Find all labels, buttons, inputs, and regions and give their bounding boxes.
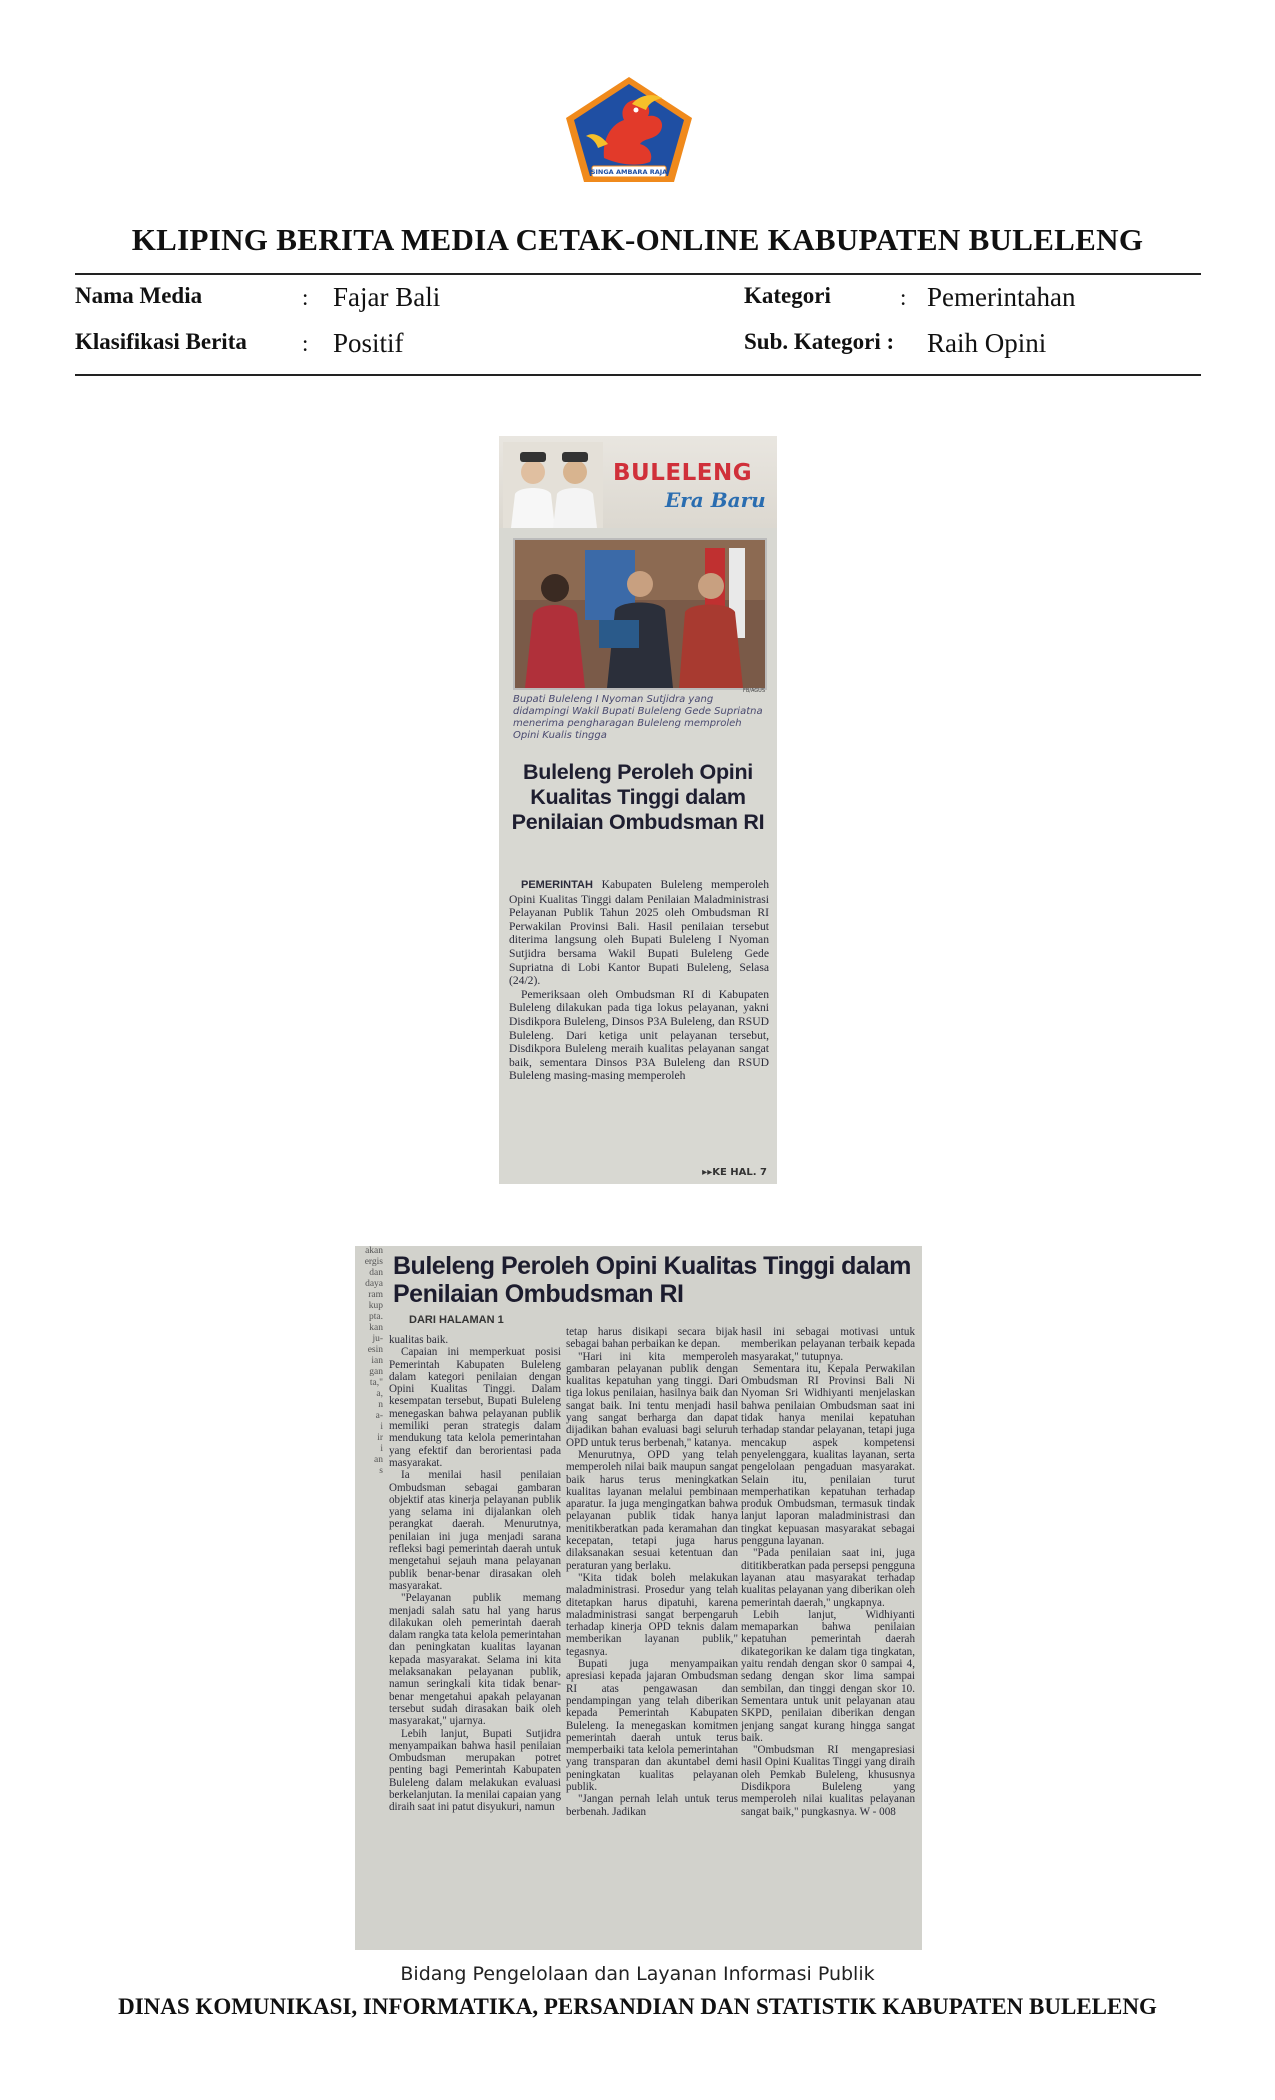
- margin-fragment: akan: [365, 1246, 383, 1256]
- nama-media-value: Fajar Bali: [333, 282, 441, 312]
- column-paragraph: Capaian ini memperkuat posisi Pemerintah Kabupaten Buleleng dalam kategori penilaian dengan Opini Kualitas Tinggi. Dalam kesempatan tersebut, Bupati Buleleng menegaskan bahwa pelayanan publik memiliki peran strategis dalam mendukung tata kelola pemerintahan yang efektif dan berorientasi pada masyarakat.: [389, 1346, 561, 1469]
- continued-label: KE HAL. 7: [712, 1167, 767, 1178]
- continuation-headline: Buleleng Peroleh Opini Kualitas Tinggi dalam Penilaian Ombudsman RI: [393, 1252, 911, 1308]
- kategori-colon: :: [900, 285, 907, 310]
- column-paragraph: "Hari ini kita memperoleh gambaran pelayanan publik dengan kualitas kepatuhan yang tinggi. Dari tiga lokus penilaian, hasilnya baik dan sangat baik. Ini tentu menjadi hasil yang sangat berharga dan dapat dijadikan bahan evaluasi bagi seluruh OPD untuk terus berbenah," katanya.: [566, 1350, 738, 1449]
- margin-fragment: s: [379, 1466, 383, 1476]
- nama-media-label: Nama Media: [75, 283, 203, 308]
- kategori-value: Pemerintahan: [927, 282, 1076, 312]
- margin-fragment: ju-: [372, 1334, 383, 1344]
- column-paragraph: "Ombudsman RI mengapresiasi hasil Opini Kualitas Tinggi yang diraih oleh Pemkab Buleleng, khususnya Disdikpora Buleleng yang memperoleh nilai kualitas pelayanan sangat baik," pungkasnya. W - 008: [741, 1744, 915, 1818]
- newspaper-clipping-front-page: [499, 436, 777, 1184]
- nama-media-colon: :: [302, 285, 309, 310]
- article-paragraph: [509, 878, 769, 988]
- margin-fragment: kan: [369, 1323, 383, 1333]
- header-bottom-rule: [75, 374, 1201, 376]
- column-paragraph: "Kita tidak boleh melakukan maladministrasi. Prosedur yang telah ditetapkan harus dipatuhi, karena maladministrasi sangat berpengaruh terhadap kinerja OPD teknis dalam memberikan layanan publik," tegasnya.: [566, 1571, 738, 1658]
- column-brand-title: BULELENG: [613, 460, 753, 486]
- header-top-rule: [75, 273, 1201, 275]
- footer-agency: DINAS KOMUNIKASI, INFORMATIKA, PERSANDIAN DAN STATISTIK KABUPATEN BULELENG: [118, 1994, 1157, 2019]
- klasifikasi-berita-colon: :: [302, 331, 309, 356]
- klasifikasi-berita-label: Klasifikasi Berita: [75, 329, 247, 354]
- margin-fragment: a-: [375, 1411, 383, 1421]
- margin-fragment: kup: [368, 1301, 383, 1311]
- sub-kategori-label: Sub. Kategori :: [744, 329, 895, 354]
- article-body: [509, 878, 769, 1083]
- buleleng-emblem-logo: [562, 74, 696, 200]
- column-paragraph: kualitas baik.: [389, 1334, 449, 1346]
- column-paragraph: Ia menilai hasil penilaian Ombudsman sebagai gambaran objektif atas kinerja pelayanan publik yang selama ini dijalankan oleh perangkat daerah. Menurutnya, penilaian ini juga menjadi sarana refleksi bagi pemerintah daerah untuk mengetahui sejauh mana pelayanan publik benar-benar dirasakan oleh masyarakat.: [389, 1469, 561, 1592]
- sub-kategori-value: Raih Opini: [927, 328, 1047, 358]
- column-paragraph: Bupati juga menyampaikan apresiasi kepada jajaran Ombudsman RI atas pengawasan dan pendampingan yang telah diberikan kepada Pemerintah Kabupaten Buleleng. Ia menegaskan komitmen pemerintah daerah untuk terus memperbaiki tata kelola pemerintahan yang transparan dan akuntabel demi peningkatan kualitas pelayanan publik.: [566, 1658, 738, 1793]
- article-column-1: [389, 1334, 561, 1814]
- margin-fragment: ian: [371, 1356, 383, 1366]
- margin-fragment: a,: [376, 1389, 383, 1399]
- article-column-2: [566, 1326, 738, 1818]
- column-paragraph: Lebih lanjut, Bupati Sutjidra menyampaikan bahwa hasil penilaian Ombudsman merupakan potret penting bagi Pemerintah Kabupaten Buleleng dalam melakukan evaluasi berkelanjutan. Ia menilai capaian yang diraih saat ini patut disyukuri, namun: [389, 1727, 561, 1814]
- margin-fragment: i: [380, 1444, 383, 1454]
- margin-fragment: daya: [365, 1279, 383, 1289]
- margin-fragment: gan: [369, 1367, 383, 1377]
- margin-fragment: n: [378, 1400, 383, 1410]
- margin-fragment: dan: [369, 1268, 383, 1278]
- adjacent-column-edge: [355, 1246, 385, 1950]
- article-headline: Buleleng Peroleh Opini Kualitas Tinggi dalam Penilaian Ombudsman RI: [511, 760, 765, 834]
- column-paragraph: Menurutnya, OPD yang telah memperoleh nilai baik maupun sangat baik harus terus meningkatkan kualitas layanan melalui pembinaan aparatur. Ia juga mengingatkan bahwa pelayanan publik tidak hanya menitikberatkan pada keramahan dan kecepatan, tetapi juga harus dilaksanakan sesuai ketentuan dan peraturan yang berlaku.: [566, 1448, 738, 1572]
- kategori-label: Kategori: [744, 283, 831, 308]
- paragraph-text: Kabupaten Buleleng memperoleh Opini Kualitas Tinggi dalam Penilaian Maladministrasi Pelayanan Publik Tahun 2025 oleh Ombudsman RI Perwakilan Provinsi Bali. Hasil penilaian tersebut diterima langsung oleh Bupati Buleleng I Nyoman Sutjidra bersama Wakil Bupati Buleleng Gede Supriatna di Lobi Kantor Bupati Buleleng, Selasa (24/2).: [509, 878, 769, 988]
- continued-on-page-marker: ▸▸KE HAL. 7: [702, 1167, 767, 1178]
- footer-division: Bidang Pengelolaan dan Layanan Informasi Publik: [400, 1963, 875, 1985]
- column-paragraph: "Jangan pernah lelah untuk terus berbenah. Jadikan: [566, 1793, 738, 1818]
- logo-motto-text: SINGA AMBARA RAJA: [590, 168, 668, 176]
- article-column-3: [741, 1326, 915, 1818]
- margin-fragment: ram: [368, 1290, 383, 1300]
- photo-credit: FB/AGUS: [742, 688, 765, 694]
- klasifikasi-berita-value: Positif: [333, 328, 404, 358]
- article-paragraph: Pemeriksaan oleh Ombudsman RI di Kabupaten Buleleng dilakukan pada tiga lokus pelayanan, yakni Disdikpora Buleleng, Dinsos P3A Buleleng, dan RSUD Buleleng. Dari ketiga unit pelayanan tersebut, Disdikpora Buleleng meraih kualitas pelayanan sangat baik, sementara Dinsos P3A Buleleng dan RSUD Buleleng masing-masing memperoleh: [509, 987, 769, 1083]
- column-brand-subtitle: Era Baru: [665, 488, 766, 512]
- column-paragraph: "Pelayanan publik memang menjadi salah satu hal yang harus dilakukan oleh pemerintah daerah dalam rangka tata kelola pemerintahan dan peningkatan kualitas layanan kepada masyarakat. Selama ini kita melaksanakan pelayanan publik, namun seringkali kita tidak benar-benar mengetahui apakah pelayanan tersebut sudah dirasakan baik oleh masyarakat," ujarnya.: [389, 1592, 561, 1728]
- margin-fragment: i: [380, 1422, 383, 1432]
- column-paragraph: Lebih lanjut, Widhiyanti memaparkan bahwa penilaian kepatuhan pemerintah daerah dikategorikan ke dalam tiga tingkatan, yaitu rendah dengan skor 0 sampai 4, sedang dengan skor lima sampai sembilan, dan tinggi dengan skor 10. Sementara untuk unit pelayanan atau SKPD, penilaian diberikan dengan jenjang sangat kurang hingga sangat baik.: [741, 1608, 915, 1744]
- column-paragraph: "Pada penilaian saat ini, juga dititikberatkan pada persepsi pengguna layanan atau masyarakat terhadap kualitas pelayanan yang diberikan oleh pemerintah daerah," ungkapnya.: [741, 1547, 915, 1609]
- photo-caption: Bupati Buleleng I Nyoman Sutjidra yang didampingi Wakil Bupati Buleleng Gede Supriatna menerima pengharagan Buleleng memproleh Opini Kualis tingga: [513, 694, 763, 741]
- newspaper-clipping-continuation: [355, 1246, 922, 1950]
- continued-from-label: DARI HALAMAN 1: [409, 1314, 504, 1326]
- officials-portrait-image: [503, 442, 603, 528]
- lead-word: PEMERINTAH: [521, 879, 593, 891]
- margin-fragment: an: [374, 1455, 383, 1465]
- award-ceremony-photo: [513, 538, 767, 690]
- margin-fragment: ergis: [364, 1257, 383, 1267]
- margin-fragment: ir: [377, 1433, 383, 1443]
- margin-fragment: ta,": [369, 1378, 383, 1388]
- column-paragraph: tetap harus disikapi secara bijak sebagai bahan perbaikan ke depan.: [566, 1326, 738, 1351]
- column-paragraph: Sementara itu, Kepala Perwakilan Ombudsman RI Provinsi Bali Ni Nyoman Sri Widhiyanti menjelaskan bahwa penilaian Ombudsman saat ini tidak hanya menilai kepatuhan terhadap standar pelayanan, tetapi juga mencakup aspek kompetensi penyelenggara, kualitas layanan, serta pengelolaan pengaduan masyarakat. Selain itu, penilaian turut memperhatikan kepatuhan terhadap produk Ombudsman, termasuk tindak lanjut laporan maladministrasi dan tingkat kepuasan masyarakat sebagai pengguna layanan.: [741, 1362, 915, 1548]
- document-title: KLIPING BERITA MEDIA CETAK-ONLINE KABUPATEN BULELENG: [131, 222, 1144, 257]
- column-banner: [499, 436, 777, 528]
- margin-fragment: esin: [367, 1345, 383, 1355]
- margin-fragment: pta.: [369, 1312, 383, 1322]
- column-paragraph: hasil ini sebagai motivasi untuk memberikan pelayanan terbaik kepada masyarakat," tutupnya.: [741, 1326, 915, 1363]
